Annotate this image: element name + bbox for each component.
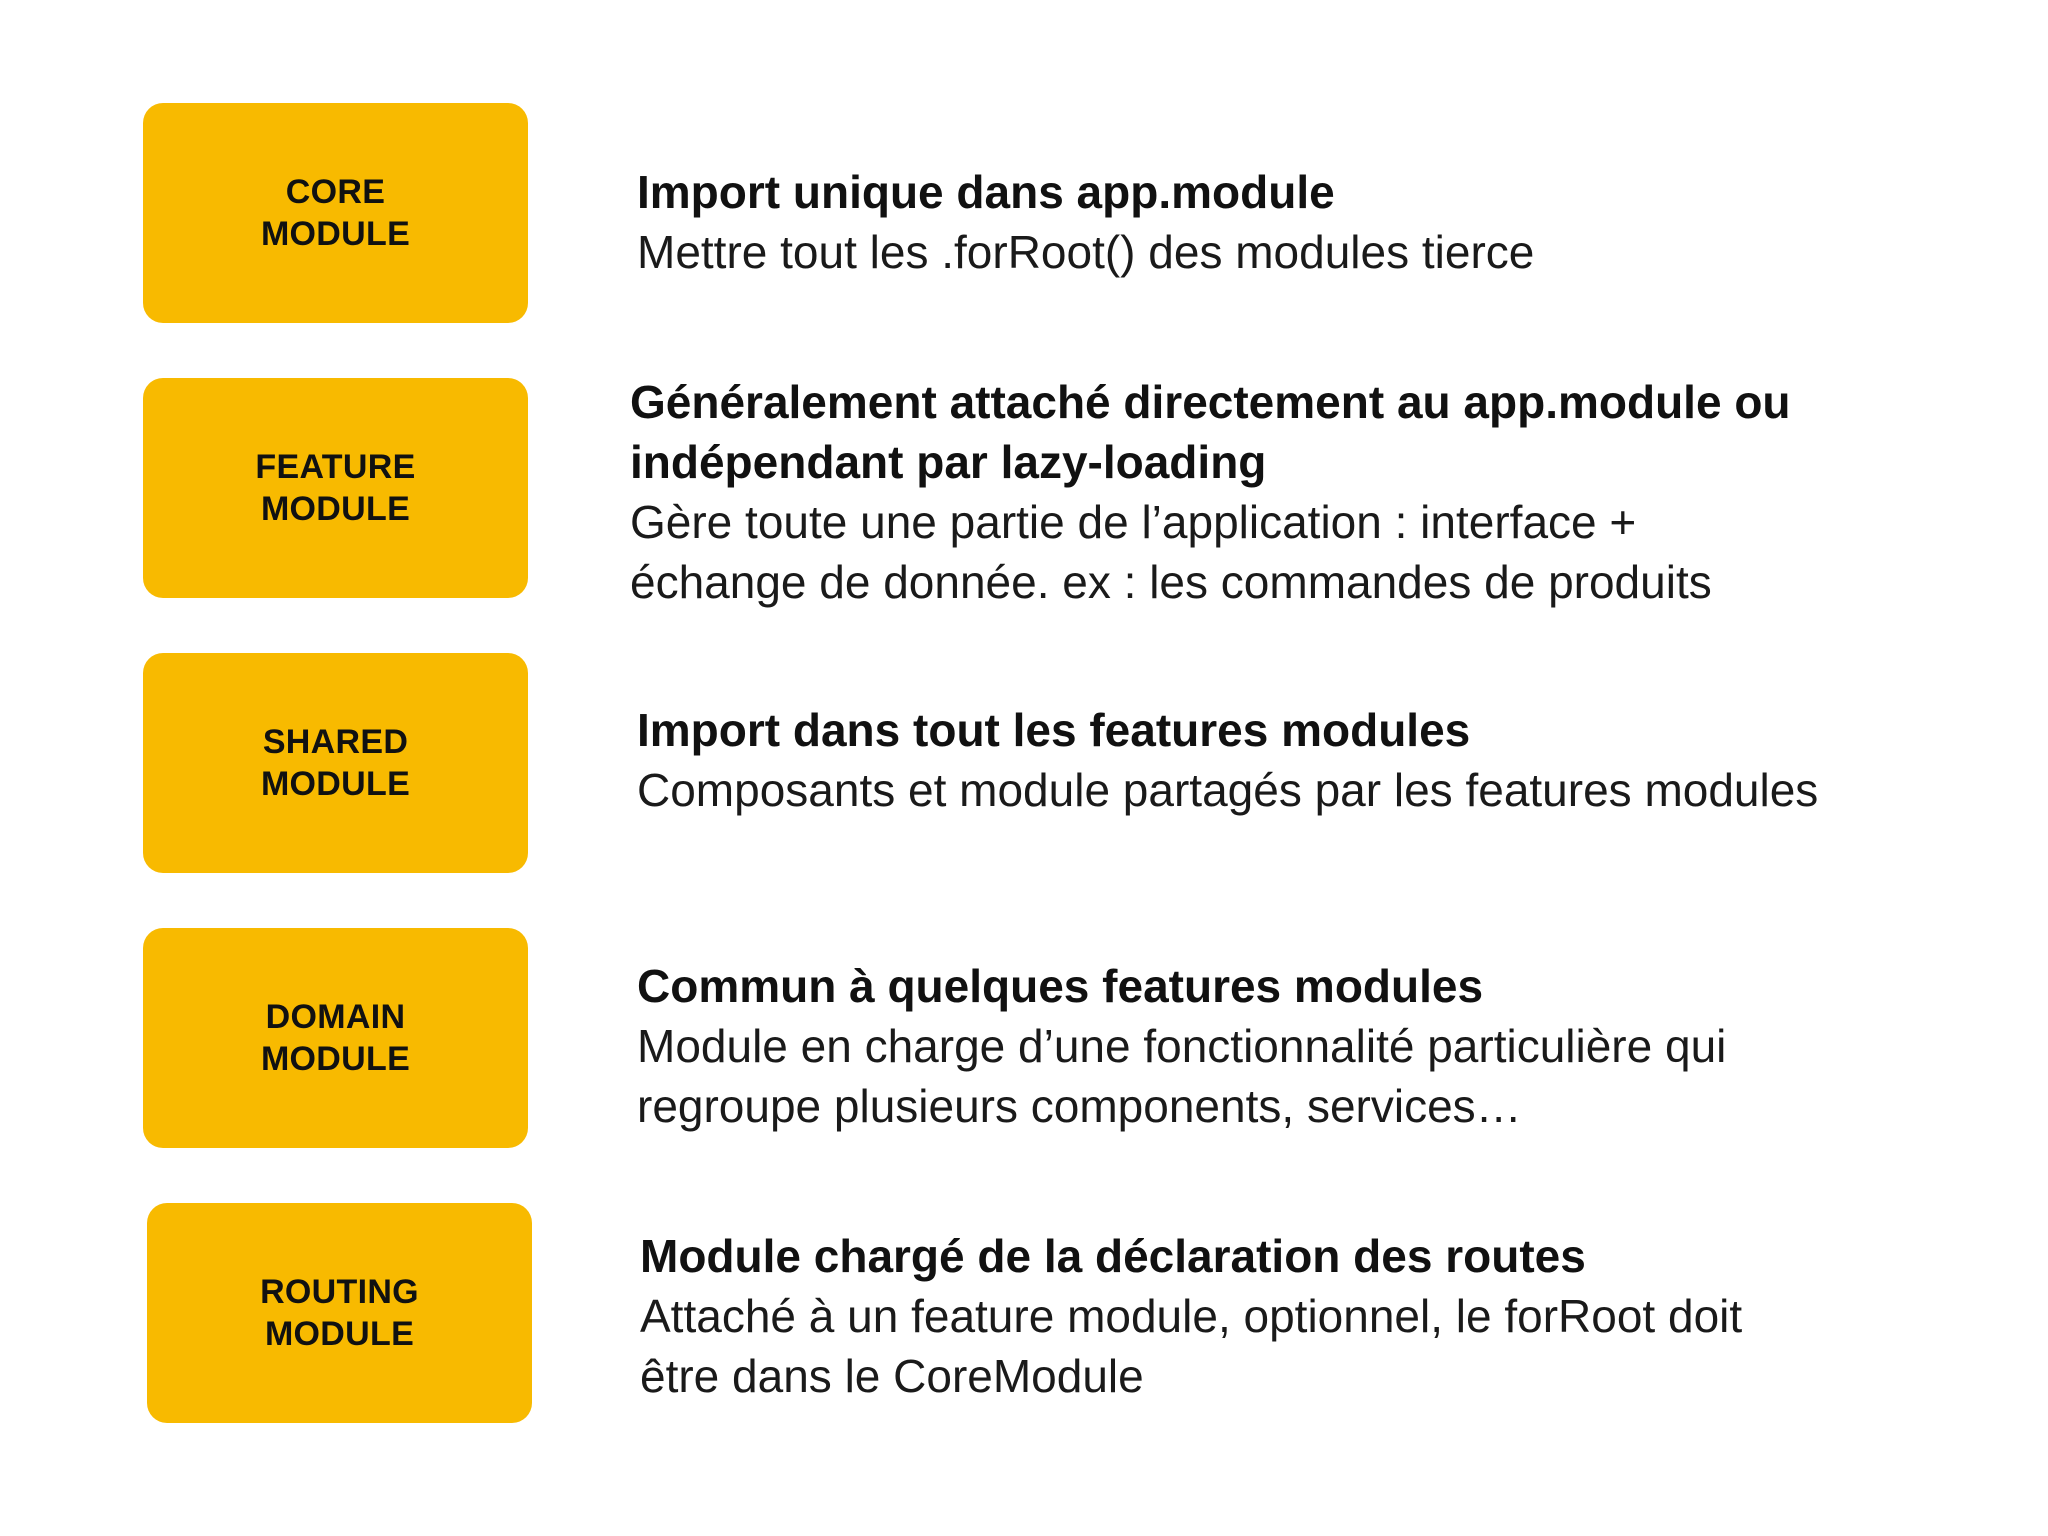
- domain-module-label-line2: MODULE: [260, 1040, 411, 1078]
- feature-module-label-line1: FEATURE: [255, 448, 416, 486]
- domain-module-text: Module en charge d’une fonctionnalité particulière qui regroupe plusieurs components, services…: [637, 1020, 1727, 1132]
- shared-module-label-line2: MODULE: [260, 765, 411, 803]
- feature-module-text: Gère toute une partie de l’application : interface + échange de donnée. ex : les commandes de produits: [630, 496, 1712, 608]
- feature-module-description: [630, 372, 2048, 612]
- feature-module-title: Généralement attaché directement au app.module ou indépendant par lazy-loading: [630, 376, 1791, 488]
- routing-module-label-line1: ROUTING: [260, 1273, 419, 1311]
- domain-module-label-line1: DOMAIN: [265, 998, 406, 1036]
- shared-module-title: Import dans tout les features modules: [637, 704, 1471, 756]
- feature-module-label-line2: MODULE: [260, 490, 411, 528]
- routing-module-title: Module chargé de la déclaration des routes: [640, 1230, 1586, 1282]
- core-module-title: Import unique dans app.module: [637, 166, 1335, 218]
- core-module-description: [637, 162, 2048, 282]
- core-module-text: Mettre tout les .forRoot() des modules tierce: [637, 226, 1535, 278]
- shared-module-description: [637, 700, 2048, 820]
- domain-module-description: [637, 956, 2048, 1136]
- core-module-box: [143, 103, 528, 323]
- routing-module-text: Attaché à un feature module, optionnel, le forRoot doit être dans le CoreModule: [640, 1290, 1743, 1402]
- shared-module-label-line1: SHARED: [262, 723, 409, 761]
- feature-module-box: [143, 378, 528, 598]
- core-module-label-line2: MODULE: [260, 215, 411, 253]
- domain-module-box: [143, 928, 528, 1148]
- routing-module-box: [147, 1203, 532, 1423]
- core-module-label-line1: CORE: [285, 173, 386, 211]
- shared-module-box: [143, 653, 528, 873]
- routing-module-label-line2: MODULE: [264, 1315, 415, 1353]
- shared-module-text: Composants et module partagés par les features modules: [637, 764, 1819, 816]
- routing-module-description: [640, 1226, 2048, 1406]
- domain-module-title: Commun à quelques features modules: [637, 960, 1484, 1012]
